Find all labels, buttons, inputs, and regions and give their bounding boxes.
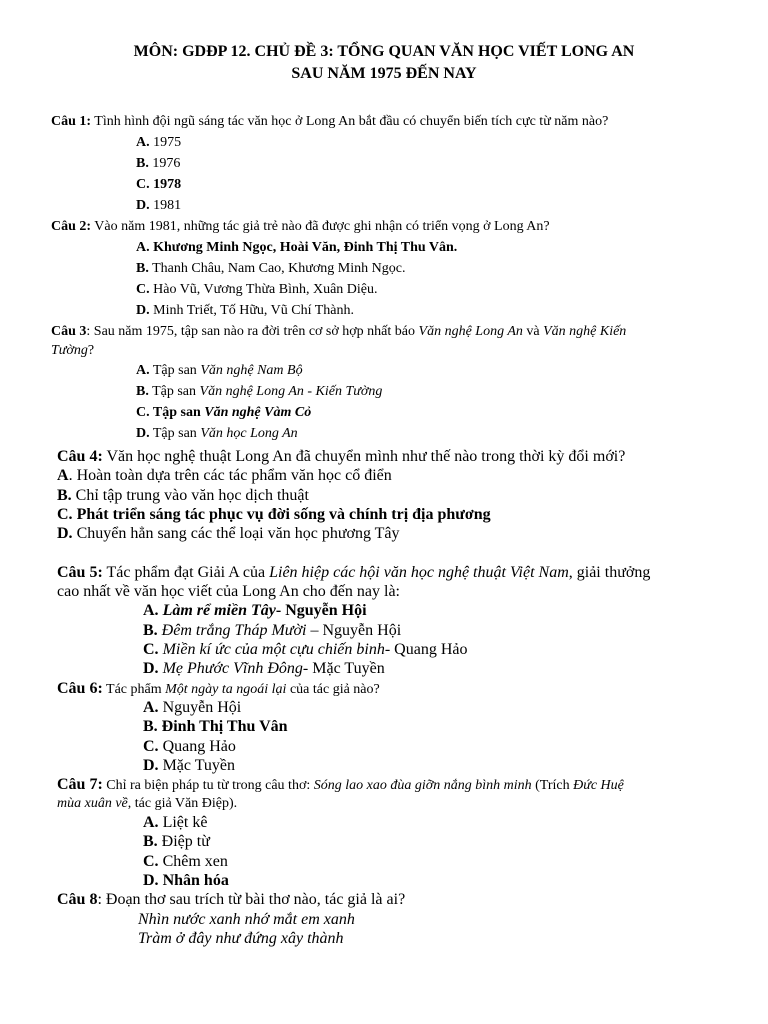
q5-option-a-answer <box>143 601 367 620</box>
question-text-italic: Liên hiệp các hội văn học nghệ thuật Việt Nam <box>269 564 569 581</box>
poem-verse-2: Tràm ở đây như đứng xây thành <box>138 930 344 947</box>
question-label: Câu 5: <box>57 564 103 581</box>
option-text: - Nguyễn Hội <box>275 602 367 619</box>
option-text: 1976 <box>148 156 181 171</box>
q3-option-c-answer <box>136 403 311 423</box>
question-label: Câu 7: <box>57 776 103 793</box>
question-label: Câu 6: <box>57 680 103 697</box>
question-text-italic: Văn nghệ Kiến <box>543 324 627 339</box>
option-text: Tập san <box>149 363 201 378</box>
option-text: 1975 <box>149 135 182 150</box>
option-text: Phát triển sáng tác phục vụ đời sống và chính trị địa phương <box>72 506 491 523</box>
option-letter: A <box>57 467 69 484</box>
question-label: Câu 8 <box>57 891 98 908</box>
option-letter: B. <box>143 718 158 735</box>
q7-option-a <box>143 813 207 832</box>
q5-option-c <box>143 640 467 659</box>
question-2 <box>51 217 550 237</box>
option-letter: C. <box>143 738 159 755</box>
question-text: : Sau năm 1975, tập san nào ra đời trên cơ sở hợp nhất báo <box>86 324 419 339</box>
option-text: Mặc Tuyền <box>158 757 236 774</box>
q5-option-d <box>143 659 385 678</box>
option-text-italic: Văn nghệ Long An - Kiến Tường <box>199 384 383 399</box>
option-letter: D. <box>143 757 159 774</box>
option-text: . Hoàn toàn dựa trên các tác phẩm văn học cổ điển <box>68 467 392 484</box>
question-text: ? <box>87 343 95 358</box>
q1-option-b <box>136 154 180 174</box>
option-text: Nhân hóa <box>158 872 229 889</box>
question-5-continued <box>57 582 400 601</box>
option-letter: A. <box>143 814 159 831</box>
q3-option-b <box>136 382 382 402</box>
question-text: Tác phẩm đạt Giải A của <box>102 564 270 581</box>
option-text-italic: Văn nghệ Vàm Cỏ <box>204 405 312 420</box>
q4-option-c-answer <box>57 505 491 524</box>
option-letter: A. <box>136 363 150 378</box>
option-letter: C. <box>57 506 73 523</box>
option-text: Tập san <box>148 384 200 399</box>
q7-option-d-answer <box>143 871 229 890</box>
q3-option-d <box>136 424 298 444</box>
q6-option-a <box>143 698 241 717</box>
question-text: Chỉ ra biện pháp tu từ trong câu thơ: <box>102 778 314 793</box>
option-text: Thanh Châu, Nam Cao, Khương Minh Ngọc. <box>148 261 406 276</box>
option-text: Chêm xen <box>158 853 228 870</box>
option-text: 1981 <box>149 198 182 213</box>
question-text: : Đoạn thơ sau trích từ bài thơ nào, tác giả là ai? <box>97 891 406 908</box>
option-letter: D. <box>143 872 159 889</box>
q7-option-b <box>143 832 210 851</box>
poem-verse-1: Nhìn nước xanh nhớ mắt em xanh <box>138 911 355 928</box>
question-text: (Trích <box>531 778 574 793</box>
document-title <box>60 41 708 85</box>
question-text: và <box>522 324 544 339</box>
option-letter: A. <box>136 135 150 150</box>
q1-option-c-answer <box>136 175 181 195</box>
question-5 <box>57 563 650 582</box>
title-line-1: MÔN: GDĐP 12. CHỦ ĐỀ 3: TỔNG QUAN VĂN HỌC VIẾT LONG AN <box>133 43 635 60</box>
option-text-italic: Mẹ Phước Vĩnh Đông <box>158 660 303 677</box>
q2-option-b <box>136 259 405 279</box>
option-letter: D. <box>136 303 150 318</box>
question-text: cao nhất về văn học viết của Long An cho đến nay là: <box>57 583 400 600</box>
option-letter: D. <box>136 426 150 441</box>
question-3-continued <box>51 341 94 361</box>
question-text: , giải thưởng <box>568 564 651 581</box>
question-text-italic: Sóng lao xao đùa giỡn nắng bình minh <box>313 778 532 793</box>
option-text-italic: Miền kí ức của một cựu chiến binh <box>158 641 385 658</box>
question-7 <box>57 775 624 796</box>
title-line-2: SAU NĂM 1975 ĐẾN NAY <box>291 65 477 82</box>
question-8 <box>57 890 405 909</box>
question-text: Vào năm 1981, những tác giả trẻ nào đã được ghi nhận có triển vọng ở Long An? <box>91 219 550 234</box>
q3-option-a <box>136 361 303 381</box>
option-text-italic: Văn nghệ Nam Bộ <box>200 363 303 378</box>
option-text: Quang Hảo <box>158 738 236 755</box>
question-4 <box>57 447 625 466</box>
question-1 <box>51 112 608 132</box>
q4-option-a <box>57 466 392 485</box>
option-letter: C. <box>143 641 159 658</box>
q2-option-d <box>136 301 354 321</box>
question-text-italic: Tường <box>51 343 88 358</box>
q4-option-b <box>57 486 309 505</box>
option-text-italic: Làm rể miền Tây <box>158 602 276 619</box>
option-letter: D. <box>143 660 159 677</box>
option-text: Chuyển hẳn sang các thể loại văn học phương Tây <box>72 525 400 542</box>
option-text: Liệt kê <box>158 814 208 831</box>
question-6 <box>57 679 380 700</box>
option-text: Chỉ tập trung vào văn học dịch thuật <box>71 487 309 504</box>
option-text-italic: Văn học Long An <box>200 426 298 441</box>
question-text: Tác phẩm <box>102 682 166 697</box>
option-letter: B. <box>143 833 158 850</box>
option-letter: C. <box>136 405 150 420</box>
option-text: - Quang Hảo <box>384 641 468 658</box>
option-text: Minh Triết, Tố Hữu, Vũ Chí Thành. <box>149 303 355 318</box>
option-letter: B. <box>136 261 149 276</box>
q1-option-a <box>136 133 181 153</box>
option-letter: B. <box>136 384 149 399</box>
option-letter: C. <box>136 282 150 297</box>
q6-option-b-answer <box>143 717 288 736</box>
option-text: Điệp từ <box>157 833 210 850</box>
option-letter: C. <box>143 853 159 870</box>
option-letter: A. <box>136 240 150 255</box>
option-letter: D. <box>136 198 150 213</box>
question-text-italic: Văn nghệ Long An <box>418 324 523 339</box>
question-3 <box>51 322 626 342</box>
option-letter: B. <box>143 622 158 639</box>
option-text-italic: Đêm trắng Tháp Mười <box>157 622 307 639</box>
option-letter: C. <box>136 177 150 192</box>
question-text: của tác giả nào? <box>286 682 380 697</box>
question-label: Câu 4: <box>57 448 103 465</box>
question-text: Tình hình đội ngũ sáng tác văn học ở Long An bắt đầu có chuyển biến tích cực từ năm nào? <box>91 114 609 129</box>
q6-option-c <box>143 737 236 756</box>
option-letter: B. <box>136 156 149 171</box>
option-text: Tập san <box>149 405 205 420</box>
option-letter: B. <box>57 487 72 504</box>
option-text: Khương Minh Ngọc, Hoài Văn, Đinh Thị Thu Vân. <box>149 240 458 255</box>
q2-option-a-answer <box>136 238 457 258</box>
option-text: - Mặc Tuyền <box>302 660 385 677</box>
question-text-italic: Đức Huệ <box>573 778 624 793</box>
question-text-italic: Một ngày ta ngoái lại <box>165 682 287 697</box>
option-text: – Nguyễn Hội <box>306 622 402 639</box>
option-text: 1978 <box>149 177 182 192</box>
option-letter: A. <box>143 699 159 716</box>
question-text: , tác giả Văn Điệp). <box>127 796 238 811</box>
question-text: Văn học nghệ thuật Long An đã chuyển mình như thế nào trong thời kỳ đổi mới? <box>102 448 626 465</box>
question-label: Câu 2: <box>51 219 92 234</box>
q4-option-d <box>57 524 400 543</box>
q6-option-d <box>143 756 235 775</box>
question-label: Câu 3 <box>51 324 87 339</box>
q5-option-b <box>143 621 401 640</box>
option-letter: A. <box>143 602 159 619</box>
option-text: Hào Vũ, Vương Thừa Bình, Xuân Diệu. <box>149 282 378 297</box>
option-letter: D. <box>57 525 73 542</box>
option-text: Đinh Thị Thu Vân <box>157 718 288 735</box>
question-label: Câu 1: <box>51 114 92 129</box>
q2-option-c <box>136 280 378 300</box>
option-text: Tập san <box>149 426 201 441</box>
question-7-continued <box>57 794 237 814</box>
option-text: Nguyễn Hội <box>158 699 242 716</box>
q7-option-c <box>143 852 228 871</box>
question-text-italic: mùa xuân về <box>57 796 128 811</box>
q1-option-d <box>136 196 181 216</box>
